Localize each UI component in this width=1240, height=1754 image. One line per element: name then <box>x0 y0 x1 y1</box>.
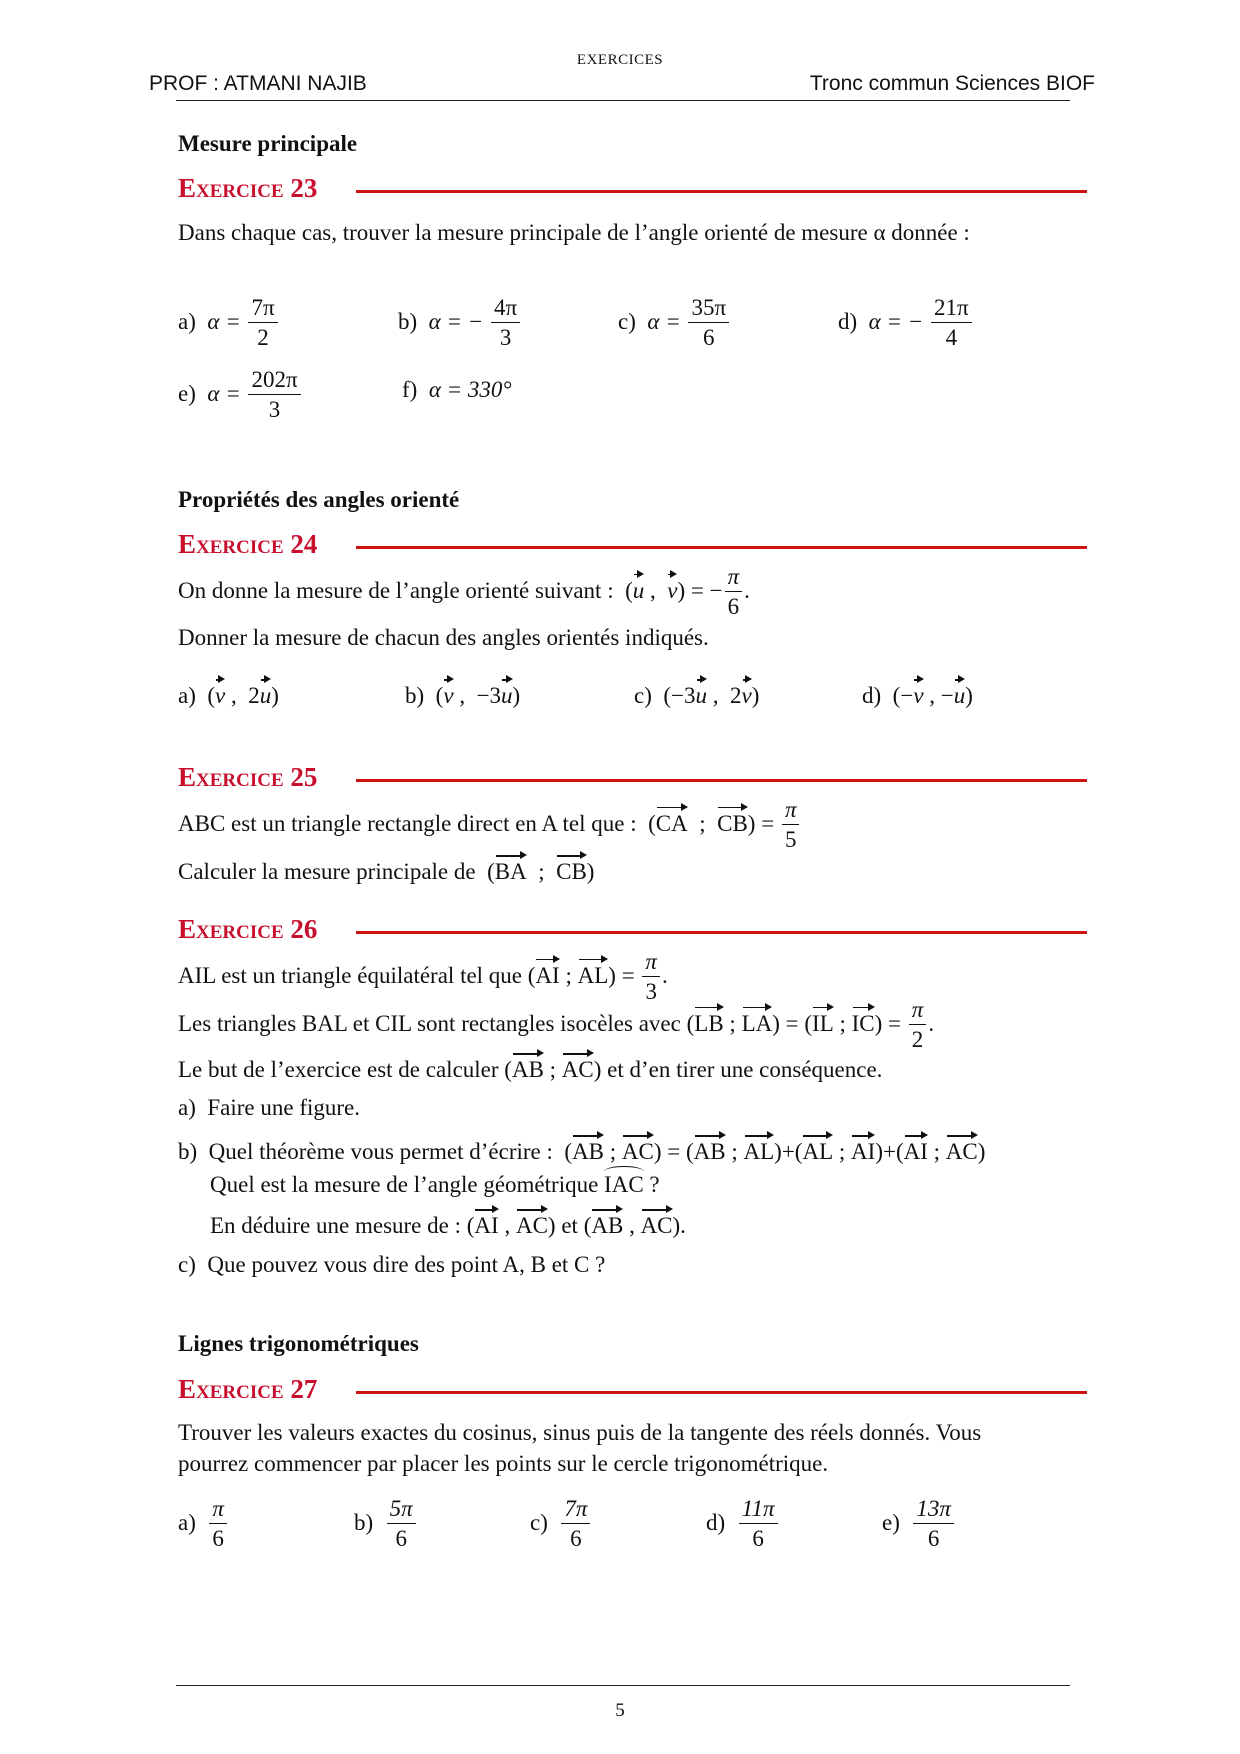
footer-rule <box>176 1685 1070 1686</box>
exercise-27-item-c: c) $\frac{7\pi}{6}$ <box>530 1495 592 1554</box>
exercise-27-statement-2: pourrez commencer par placer les points sur le cercle trigonométrique. <box>178 1451 829 1476</box>
section-title-lignes: Lignes trigonométriques <box>178 1331 419 1356</box>
exercise-25-given: ABC est un triangle rectangle direct en A tel que : (CA ; CB) = $\frac{\pi}{5}$ <box>178 796 801 855</box>
section-title-mesure: Mesure principale <box>178 131 358 156</box>
exercise-24-item-c: c) (−3u , 2v) <box>634 683 760 708</box>
exercise-27-title: Exercice 27 <box>178 1374 318 1404</box>
exercise-23-item-d: d) α = − $\frac{21\pi}{4}$ <box>838 294 974 353</box>
exercise-24-title: Exercice 24 <box>178 529 318 559</box>
exercise-25-rule <box>356 779 1087 782</box>
page-number: 5 <box>615 1700 625 1721</box>
exercise-26-item-b-deduce: En déduire une mesure de : (AI , AC) et (AB , AC). <box>210 1213 686 1238</box>
exercise-23-item-e: e) α = $\frac{202\pi}{3}$ <box>178 366 303 425</box>
exercise-27-item-d: d) $\frac{11\pi}{6}$ <box>706 1495 780 1554</box>
exercise-23-title: Exercice 23 <box>178 173 318 203</box>
exercise-23-item-c: c) α = $\frac{35\pi}{6}$ <box>618 294 731 353</box>
exercise-24-item-d: d) (−v , −u) <box>862 683 973 708</box>
exercise-24-given: On donne la mesure de l’angle orienté suivant : (u , v) = − $\frac{\pi}{6}$ . <box>178 564 750 619</box>
header-title: EXERCICES <box>576 52 664 68</box>
exercise-26-item-a: a) Faire une figure. <box>178 1095 361 1120</box>
exercise-23-item-b: b) α = − $\frac{4\pi}{3}$ <box>398 294 522 353</box>
exercise-26-line1: AIL est un triangle équilatéral tel que (AI ; AL) = $\frac{\pi}{3}$ . <box>178 949 668 1004</box>
exercise-27-item-a: a) $\frac{\pi}{6}$ <box>178 1495 229 1554</box>
exercise-27-item-b: b) $\frac{5\pi}{6}$ <box>354 1495 418 1554</box>
exercise-26-line2: Les triangles BAL et CIL sont rectangles isocèles avec (LB ; LA) = (IL ; IC) = $\frac{\pi}{2}$ . <box>178 997 935 1052</box>
exercise-27-item-e: e) $\frac{13\pi}{6}$ <box>882 1495 956 1554</box>
exercise-27-statement-1: Trouver les valeurs exactes du cosinus, sinus puis de la tangente des réels donnés. Vous <box>178 1420 982 1445</box>
header-rule <box>176 100 1070 101</box>
exercise-26-line3: Le but de l’exercice est de calculer (AB ; AC) et d’en tirer une conséquence. <box>178 1057 883 1082</box>
exercise-25-question: Calculer la mesure principale de (BA ; CB) <box>178 859 595 884</box>
exercise-26-rule <box>356 931 1087 934</box>
exercise-26-item-c: c) Que pouvez vous dire des point A, B et C ? <box>178 1252 606 1277</box>
exercise-24-question: Donner la mesure de chacun des angles orientés indiqués. <box>178 625 709 650</box>
section-title-proprietes: Propriétés des angles orienté <box>178 487 460 512</box>
exercise-26-item-b-question: Quel est la mesure de l’angle géométrique IAC ? <box>210 1172 660 1197</box>
header-class: Tronc commun Sciences BIOF <box>809 72 1095 95</box>
exercise-26-item-b: b) Quel théorème vous permet d’écrire : (AB ; AC) = (AB ; AL)+(AL ; AI)+(AI ; AC) <box>178 1139 986 1164</box>
exercise-26-title: Exercice 26 <box>178 914 318 944</box>
exercise-23-item-f: f) α = 330° <box>402 377 512 402</box>
exercise-23-item-a: a) α = $\frac{7\pi}{2}$ <box>178 294 280 353</box>
header-author: PROF : ATMANI NAJIB <box>149 72 367 95</box>
exercise-24-item-b: b) (v , −3u) <box>405 683 521 708</box>
exercise-24-item-a: a) (v , 2u) <box>178 683 279 708</box>
exercise-23-rule <box>356 190 1087 193</box>
exercise-27-rule <box>356 1391 1087 1394</box>
exercise-23-statement: Dans chaque cas, trouver la mesure principale de l’angle orienté de mesure α donnée : <box>178 220 970 245</box>
exercise-25-title: Exercice 25 <box>178 762 318 792</box>
exercise-24-rule <box>356 546 1087 549</box>
